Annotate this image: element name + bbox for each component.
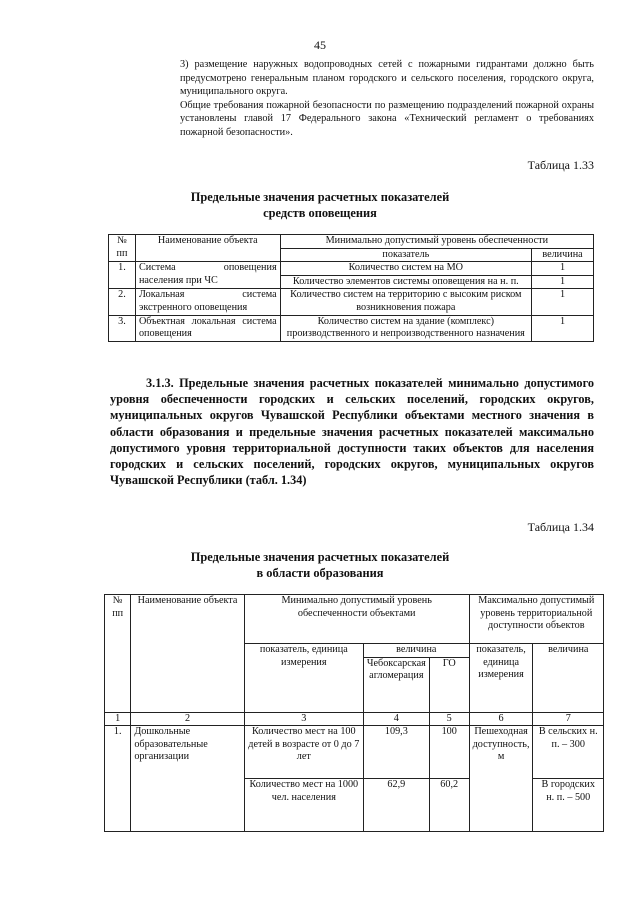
- header-indicator: показатель: [280, 248, 531, 262]
- row-num: 1.: [105, 726, 131, 832]
- header-max-value: величина: [533, 644, 604, 713]
- header-name: Наименование объекта: [135, 235, 280, 262]
- table-1-33: [108, 234, 594, 342]
- table-row: [105, 726, 604, 779]
- header-num: № пп: [105, 595, 131, 713]
- col-number: 2: [131, 712, 244, 726]
- header-num: № пп: [109, 235, 136, 262]
- row-cheb-value: 109,3: [363, 726, 429, 779]
- column-number-row: [105, 712, 604, 726]
- header-cheb-agglomeration: Чебоксарская агломерация: [363, 657, 429, 712]
- row-name: Дошкольные образовательные организации: [131, 726, 244, 832]
- row-indicator: Количество систем на территорию с высоким риском возникновения пожара: [280, 289, 531, 315]
- row-value: 1: [532, 262, 594, 276]
- table-title-line: средств оповещения: [263, 206, 377, 220]
- intro-paragraph-2: Общие требования пожарной безопасности по размещению подразделений пожарной охраны установлены главой 17 Федерального закона «Технический регламент о требованиях пожарной безопасности».: [180, 99, 594, 138]
- row-max-value: В городских н. п. – 500: [533, 779, 604, 832]
- col-number: 4: [363, 712, 429, 726]
- row-value: 1: [532, 289, 594, 315]
- col-number: 3: [244, 712, 363, 726]
- row-go-value: 60,2: [429, 779, 469, 832]
- header-min-level: Минимально допустимый уровень обеспеченности: [280, 235, 593, 249]
- table-1-34-caption: Таблица 1.34: [527, 520, 594, 534]
- row-indicator: Количество мест на 100 детей в возрасте от 0 до 7 лет: [244, 726, 363, 779]
- row-max-indicator: Пешеходная доступность, м: [469, 726, 533, 832]
- header-value: величина: [532, 248, 594, 262]
- table-title-line: Предельные значения расчетных показателей: [190, 550, 450, 564]
- row-indicator: Количество элементов системы оповещения на н. п.: [280, 275, 531, 289]
- header-min-level: Минимально допустимый уровень обеспеченности объектами: [244, 595, 469, 644]
- row-value: 1: [532, 315, 594, 341]
- section-3-1-3-text: 3.1.3. Предельные значения расчетных показателей минимально допустимого уровня обеспеченности городских и сельских поселений, городских округов, муниципальных округов Чувашской Республики объектами местного значения в области образования и предельные значения расчетных показателей максимально допустимого уровня территориальной доступности таких объектов для населения городских и сельских поселений, городских округов, муниципальных округов Чувашской Республики (табл. 1.34): [110, 376, 594, 488]
- row-max-value: В сельских н. п. – 300: [533, 726, 604, 779]
- row-value: 1: [532, 275, 594, 289]
- table-row: [109, 262, 594, 276]
- row-indicator: Количество мест на 1000 чел. населения: [244, 779, 363, 832]
- header-max-access: Максимально допустимый уровень территориальной доступности объектов: [469, 595, 603, 644]
- table-1-33-caption: Таблица 1.33: [527, 158, 594, 172]
- row-name: Система оповещения населения при ЧС: [135, 262, 280, 289]
- table-1-34: [104, 594, 604, 832]
- row-cheb-value: 62,9: [363, 779, 429, 832]
- page-number: 45: [314, 38, 326, 52]
- table-title-line: в области образования: [256, 566, 384, 580]
- table-title-line: Предельные значения расчетных показателей: [190, 190, 450, 204]
- intro-paragraph-1: 3) размещение наружных водопроводных сетей с пожарными гидрантами должно быть предусмотрено генеральным планом городского и сельского поселения, городского округа, муниципального округа.: [180, 59, 594, 98]
- table-1-33-title: [0, 189, 640, 221]
- table-row: [109, 289, 594, 315]
- row-indicator: Количество систем на здание (комплекс) производственного и непроизводственного назначения: [280, 315, 531, 341]
- col-number: 5: [429, 712, 469, 726]
- intro-text: [180, 58, 594, 140]
- header-go: ГО: [429, 657, 469, 712]
- row-go-value: 100: [429, 726, 469, 779]
- header-max-indicator: показатель, единица измерения: [469, 644, 533, 713]
- row-num: 2.: [109, 289, 136, 315]
- header-name: Наименование объекта: [131, 595, 244, 713]
- table-row: [109, 315, 594, 341]
- table-1-34-title: [0, 549, 640, 581]
- row-num: 1.: [109, 262, 136, 289]
- col-number: 7: [533, 712, 604, 726]
- col-number: 6: [469, 712, 533, 726]
- header-indicator-unit: показатель, единица измерения: [244, 644, 363, 713]
- row-indicator: Количество систем на МО: [280, 262, 531, 276]
- row-num: 3.: [109, 315, 136, 341]
- row-name: Объектная локальная система оповещения: [135, 315, 280, 341]
- row-name: Локальная система экстренного оповещения: [135, 289, 280, 315]
- header-value: величина: [363, 644, 469, 658]
- col-number: 1: [105, 712, 131, 726]
